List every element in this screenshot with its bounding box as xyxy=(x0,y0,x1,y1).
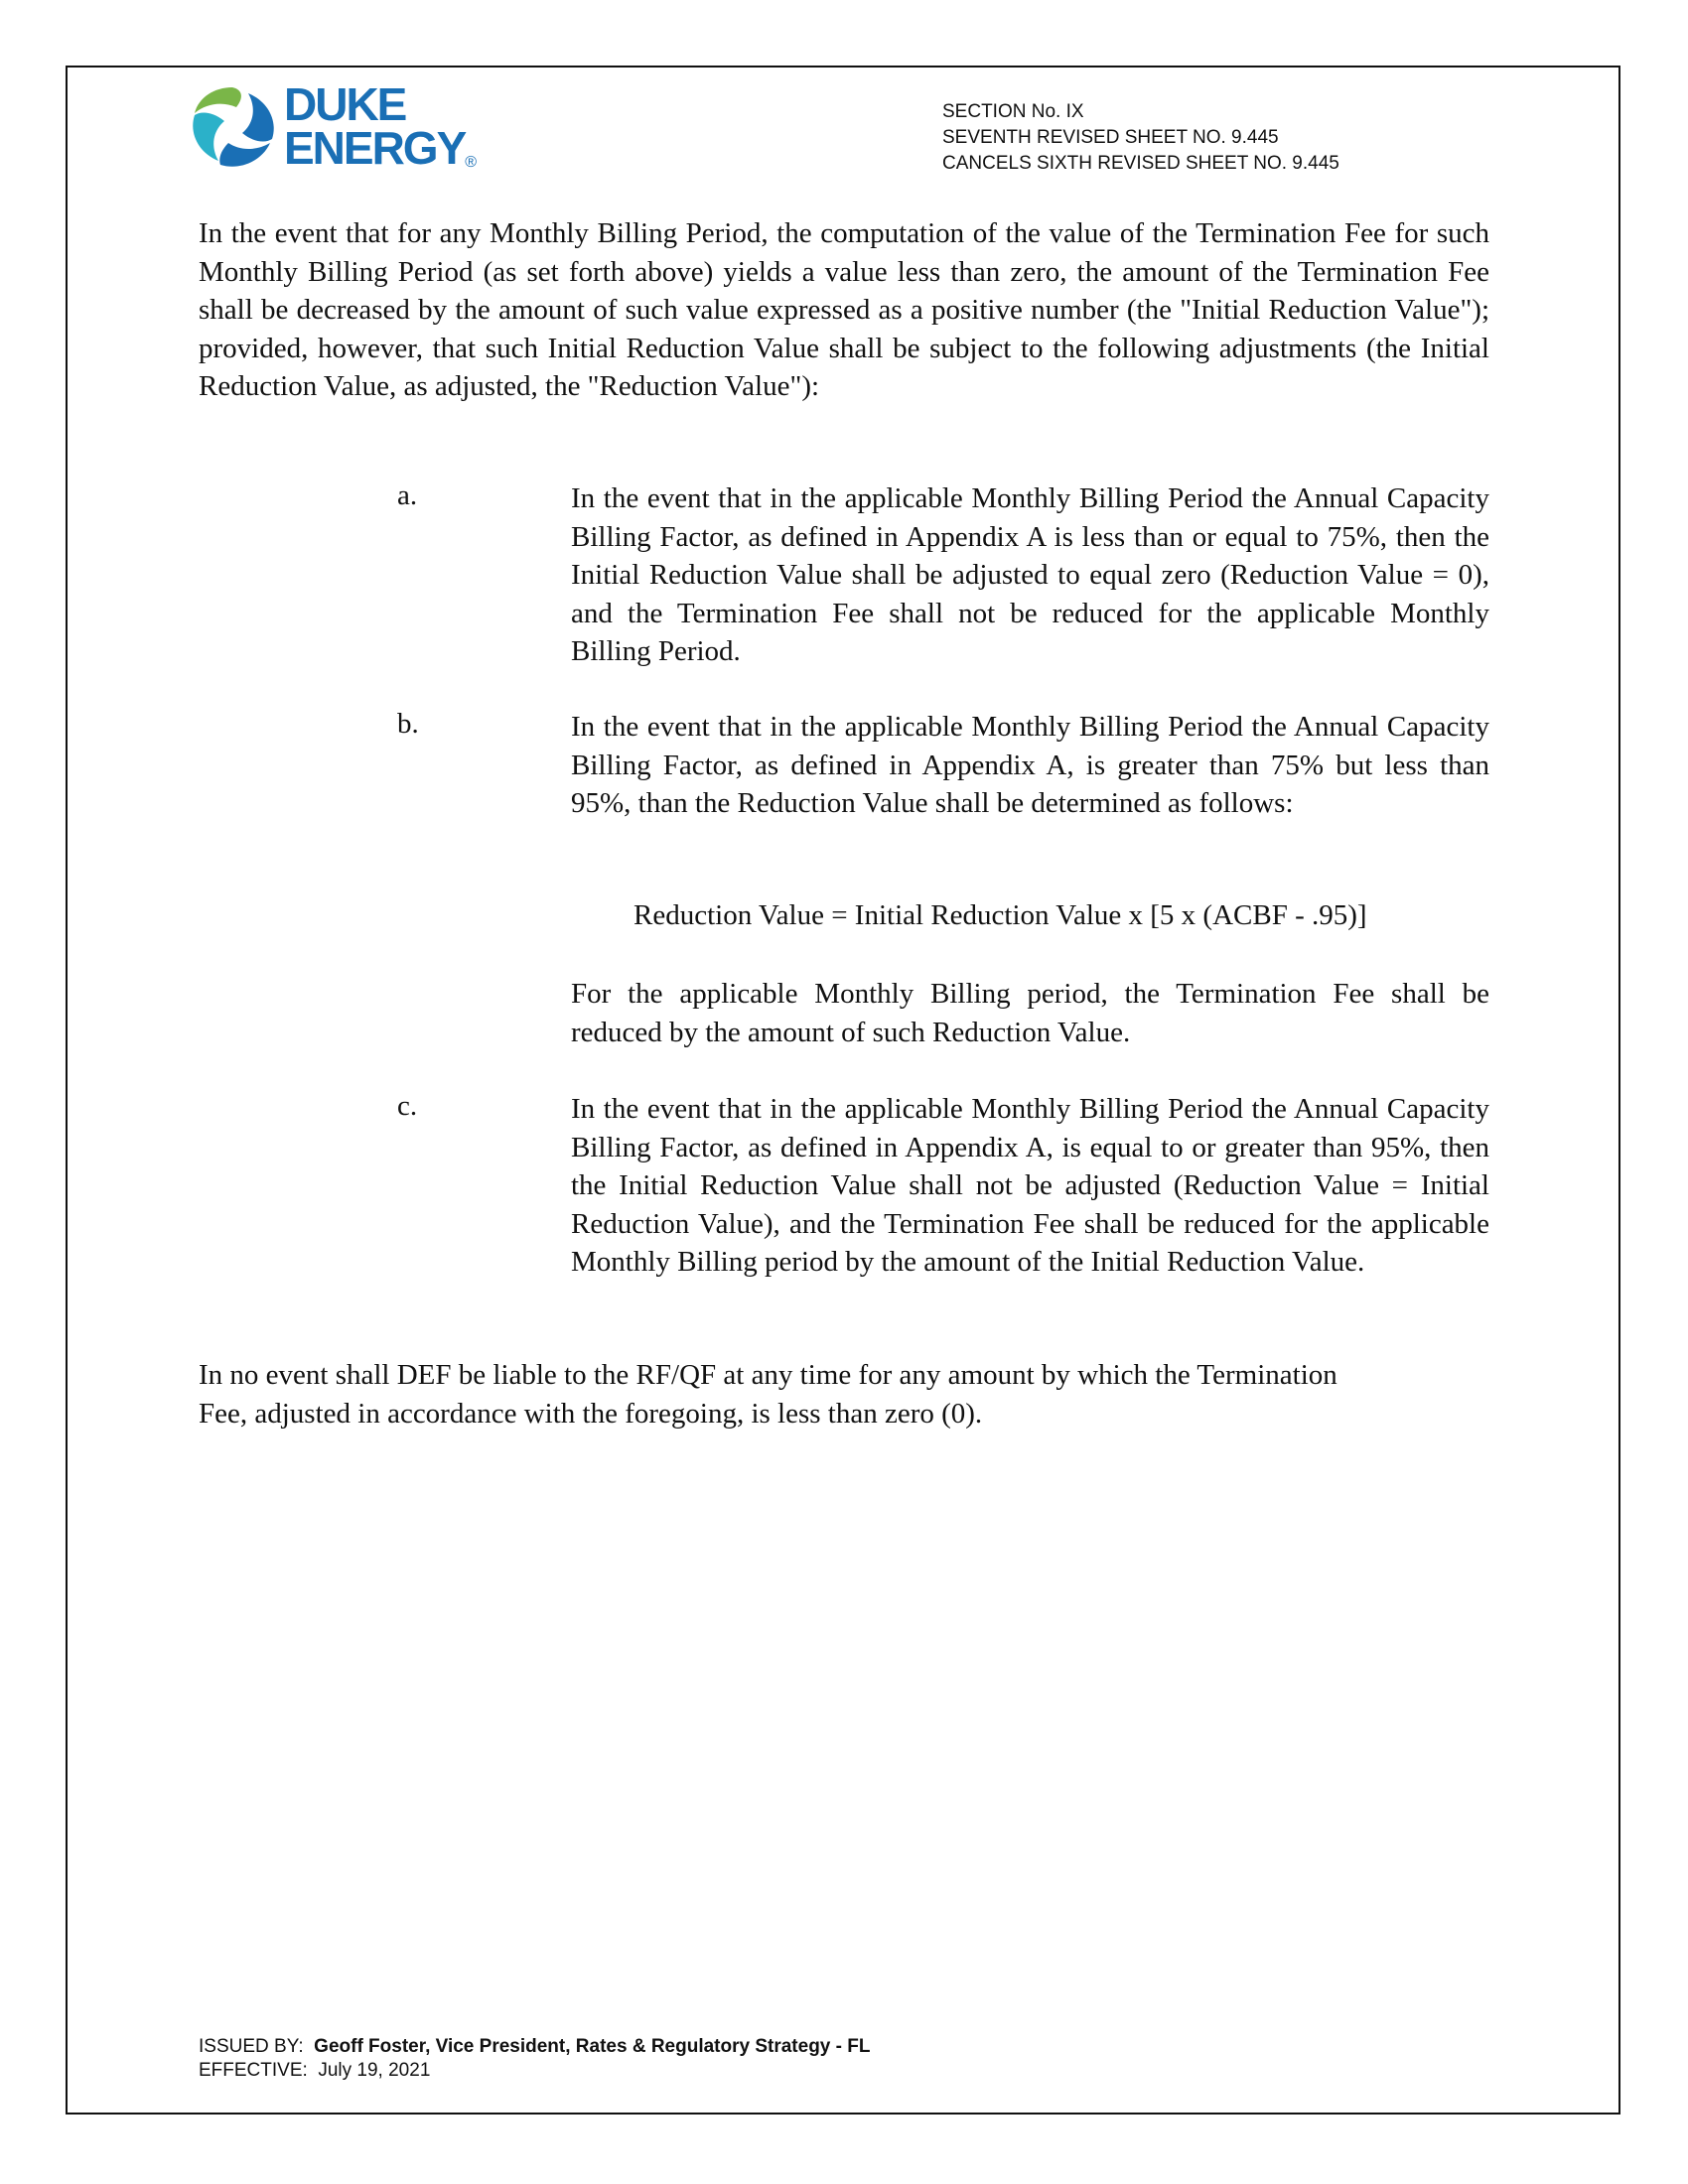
closing-paragraph: In no event shall DEF be liable to the RF/QF at any time for any amount by which the Termination Fee, adjusted in accordance with the foregoing, is less than zero (0). xyxy=(199,1359,1337,1430)
item-letter-b: b. xyxy=(397,708,419,740)
issuance-footer xyxy=(199,2035,870,2083)
intro-paragraph: In the event that for any Monthly Billing Period, the computation of the value of the Termination Fee for such Monthly Billing Period (as set forth above) yields a value less than zero, the amount of the Termination Fee shall be decreased by the amount of such value expressed as a positive number (the "Initial Reduction Value"); provided, however, that such Initial Reduction Value shall be subject to the following adjustments (the Initial Reduction Value, as adjusted, the "Reduction Value"): xyxy=(199,217,1489,402)
issued-by-line xyxy=(199,2035,870,2059)
logo-text-energy-word: ENERGY xyxy=(284,122,466,174)
item-text-a: In the event that in the applicable Monthly Billing Period the Annual Capacity Billing Factor, as defined in Appendix A is less than or equal to 75%, then the Initial Reduction Value shall be adjusted to equal zero (Reduction Value = 0), and the Termination Fee shall not be reduced for the applicable Monthly Billing Period. xyxy=(571,482,1489,667)
effective-label: EFFECTIVE: xyxy=(199,2060,308,2081)
item-followup-b: For the applicable Monthly Billing period, the Termination Fee shall be reduced by the amount of such Reduction Value. xyxy=(571,978,1489,1048)
logo-text-duke: DUKE xyxy=(284,78,406,130)
effective-date: July 19, 2021 xyxy=(318,2060,431,2081)
item-letter-a: a. xyxy=(397,479,418,511)
item-text-c: In the event that in the applicable Monthly Billing Period the Annual Capacity Billing Factor, as defined in Appendix A, is equal to or greater than 95%, then the Initial Reduction Value shall not be adjusted (Reduction Value = Initial Reduction Value), and the Termination Fee shall be reduced for the applicable Monthly Billing period by the amount of the Initial Reduction Value. xyxy=(571,1093,1489,1278)
issued-by-label: ISSUED BY: xyxy=(199,2036,304,2057)
effective-line xyxy=(199,2059,870,2083)
cancelled-sheet-number: CANCELS SIXTH REVISED SHEET NO. 9.445 xyxy=(942,153,1339,174)
registered-mark: ® xyxy=(465,154,476,171)
revised-sheet-number: SEVENTH REVISED SHEET NO. 9.445 xyxy=(942,127,1279,148)
reduction-value-formula: Reduction Value = Initial Reduction Value x [5 x (ACBF - .95)] xyxy=(633,899,1367,931)
item-letter-c: c. xyxy=(397,1090,418,1122)
issued-by-name: Geoff Foster, Vice President, Rates & Regulatory Strategy - FL xyxy=(314,2036,871,2057)
item-text-b: In the event that in the applicable Monthly Billing Period the Annual Capacity Billing Factor, as defined in Appendix A, is greater than 75% but less than 95%, than the Reduction Value shall be determined as follows: xyxy=(571,711,1489,819)
logo-text-energy xyxy=(284,122,476,174)
sheet-header xyxy=(942,99,1339,177)
duke-energy-logo xyxy=(185,77,483,177)
section-number: SECTION No. IX xyxy=(942,101,1084,122)
logo-mark-icon xyxy=(185,81,280,173)
